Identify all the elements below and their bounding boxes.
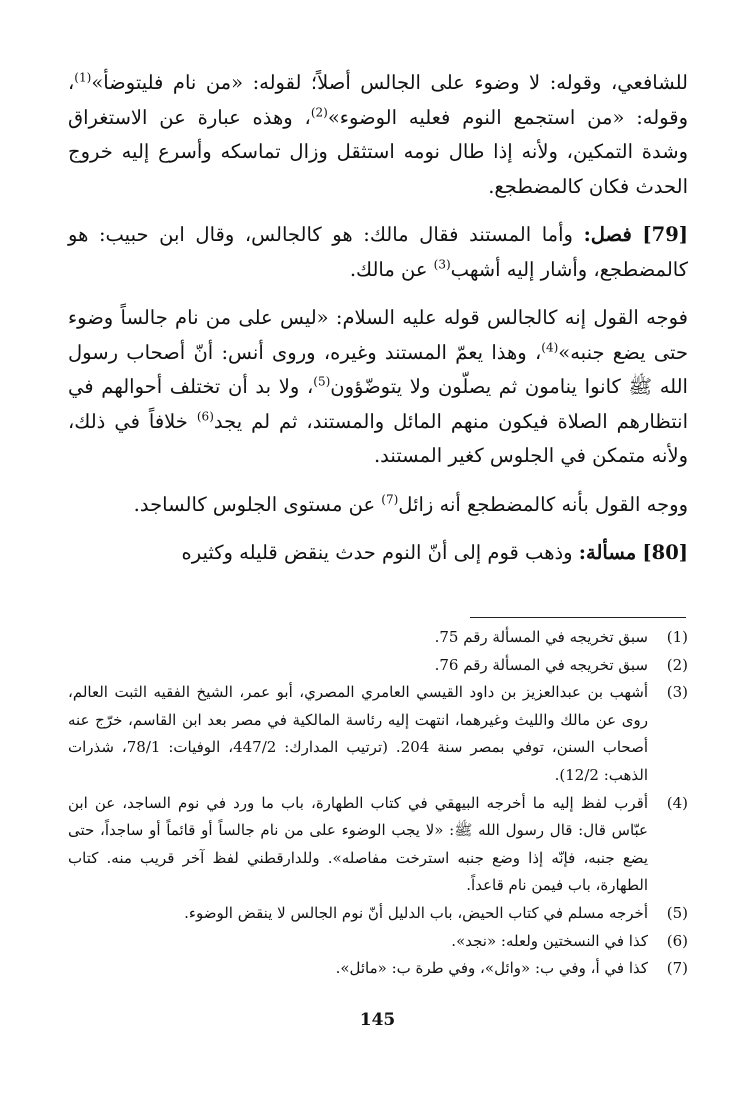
footnote-number: (6): [666, 931, 688, 950]
footnote-text: أشهب بن عبدالعزيز بن داود القيسي العامري المصري، أبو عمر، الشيخ الفقيه الثبت العالم، روى عن مالك والليث وغيرهما، انتهت إليه رئاسة المالكية في مصر بعد ابن القاسم، خرّج عنه أصحاب السنن، توفي بمصر سنة 204. (ترتيب المدارك: 447/2، الوفيات: 78/1، شذرات الذهب: 12/2).: [68, 683, 648, 784]
section-number-79: [79]: [642, 223, 689, 246]
footnote-text: سبق تخريجه في المسألة رقم 76.: [434, 655, 648, 674]
footnote-ref-2: (2): [310, 105, 328, 119]
section-number-80: [80]: [642, 541, 688, 564]
footnote-ref-5: (5): [313, 374, 331, 389]
footnote-number: (2): [666, 655, 688, 674]
paragraph-80-text-a: وذهب قوم إلى أنّ النوم حدث ينقض قليله وكثيره: [181, 541, 579, 564]
footnote-text: سبق تخريجه في المسألة رقم 75.: [434, 628, 648, 646]
footnote-ref-7: (7): [381, 492, 399, 506]
paragraph-1-text-c: ، وهذه عبارة عن الاستغراق وشدة التمكين، ولأنه إذا طال نومه استثقل وزال تماسكه وأسرع إليه خروج الحدث فكان كالمضطجع.: [68, 105, 688, 198]
paragraph-3-text-a: فوجه القول إنه كالجالس قوله عليه السلام: «ليس على من نام جالساً وضوء حتى يضع جنبه»: [68, 306, 688, 364]
paragraph-3: [68, 301, 688, 474]
section-heading-masala: مسألة:: [578, 541, 637, 564]
footnote: [68, 652, 688, 680]
footnote-number: (7): [666, 959, 688, 978]
footnote-ref-1: (1): [74, 70, 92, 85]
section-heading-fasl: فصل:: [583, 223, 632, 246]
footnote-ref-6: (6): [196, 409, 214, 423]
footnote-number: (1): [666, 628, 688, 646]
footnote-number: (5): [666, 903, 688, 922]
footnotes: [68, 624, 688, 983]
paragraph-3-text-b: ، وهذا يعمّ المستند وغيره، وروى أنس: أنّ أصحاب رسول الله ﷺ كانوا ينامون ثم يصلّون ولا يتوضّؤون: [68, 340, 688, 398]
page-number: 145: [359, 1010, 396, 1030]
paragraph-79-text-b: عن مالك.: [349, 257, 434, 281]
paragraph-1: [68, 66, 688, 204]
paragraph-3-text-c: ، ولا بد أن تختلف أحوالهم في انتظارهم الصلاة فيكون منهم المائل والمستند، ثم لم يجد: [68, 375, 688, 433]
footnote: [68, 679, 688, 789]
paragraph-79: [68, 218, 688, 287]
footnote-text: أخرجه مسلم في كتاب الحيض، باب الدليل أنّ نوم الجالس لا ينقض الوضوء.: [184, 903, 648, 922]
footnote: [68, 928, 688, 956]
paragraph-4-text-a: ووجه القول بأنه كالمضطجع أنه زائل: [398, 492, 688, 516]
paragraph-80: [68, 536, 688, 571]
footnote-ref-3: (3): [433, 257, 451, 271]
paragraph-1-text-a: للشافعي، وقوله: لا وضوء على الجالس أصلاً؛ لقوله: «من نام فليتوضأ»: [91, 71, 688, 94]
paragraph-4-text-b: عن مستوى الجلوس كالساجد.: [133, 492, 382, 516]
footnote-text: كذا في أ، وفي ب: «وائل»، وفي طرة ب: «مائل».: [335, 959, 648, 978]
footnote-separator: [470, 617, 686, 618]
footnote: [68, 955, 688, 983]
footnote: [68, 790, 688, 900]
paragraph-1-text-b: ، وقوله: «من استجمع النوم فعليه الوضوء»: [68, 71, 688, 129]
footnote-text: أقرب لفظ إليه ما أخرجه البيهقي في كتاب الطهارة، باب ما ورد في نوم الساجد، عن ابن عبّاس قال: قال رسول الله ﷺ: «لا يجب الوضوء على من نام جالساً أو قائماً أو ساجداً، حتى يضع جنبه، فإنّه إذا وضع جنبه استرخت مفاصله». وللدارقطني لفظ آخر قريب منه. كتاب الطهارة، باب فيمن نام قاعداً.: [68, 793, 648, 895]
footnote-text: كذا في النسختين ولعله: «نجد».: [451, 931, 648, 950]
paragraph-4: [68, 488, 688, 523]
footnote: [68, 900, 688, 928]
paragraph-79-text-a: وأما المستند فقال مالك: هو كالجالس، وقال ابن حبيب: هو كالمضطجع، وأشار إليه أشهب: [68, 223, 688, 281]
footnote-number: (4): [666, 793, 688, 812]
footnote-number: (3): [666, 683, 688, 702]
paragraph-3-text-d: خلافاً في ذلك، ولأنه متمكن في الجلوس كغير المستند.: [68, 409, 688, 467]
footnote: [68, 624, 688, 652]
footnote-ref-4: (4): [541, 340, 559, 354]
main-text: [68, 66, 688, 585]
